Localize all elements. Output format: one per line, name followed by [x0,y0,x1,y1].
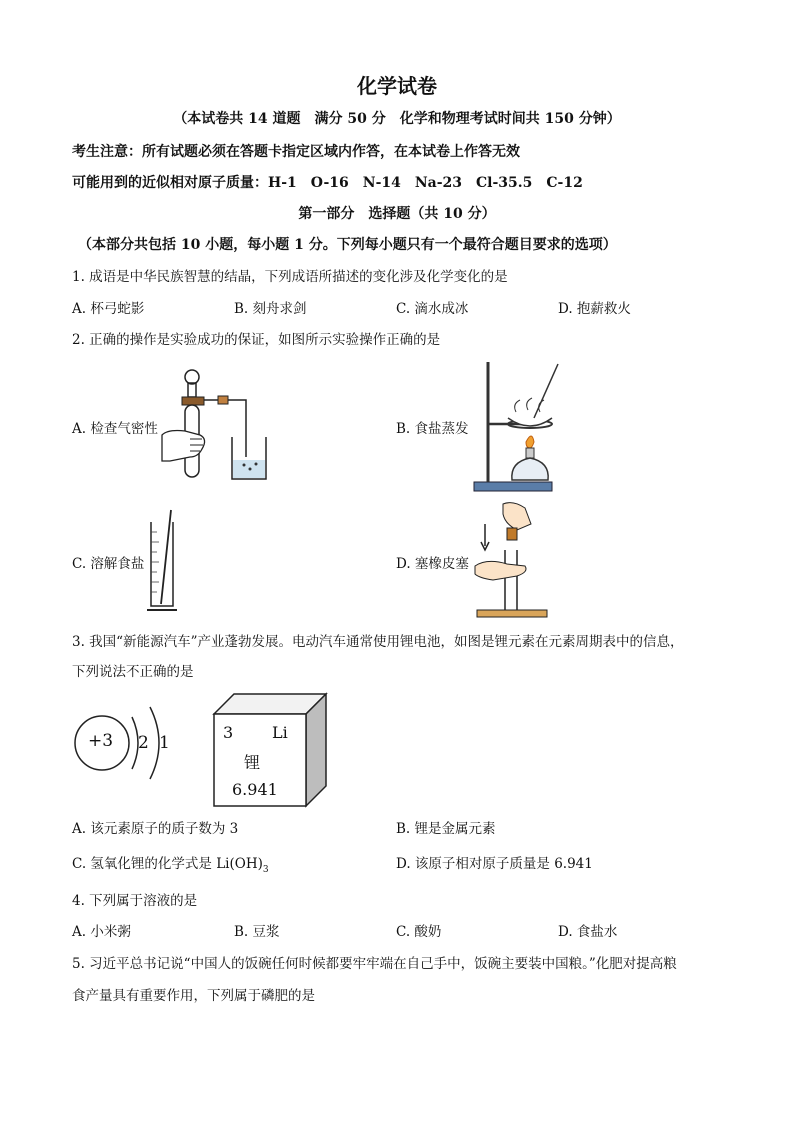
question-5-stem-line2: 食产量具有重要作用，下列属于磷肥的是 [72,988,315,1004]
q3-option-d: D. 该原子相对原子质量是 6.941 [396,856,593,872]
exam-notice: 考生注意：所有试题必须在答题卡指定区域内作答，在本试卷上作答无效 [72,144,520,160]
q2-option-d: D. 塞橡皮塞 [396,556,469,572]
atom-structure-diagram [70,695,180,790]
exam-title: 化学试卷 [357,74,437,98]
part-title: 第一部分 选择题（共 10 分） [298,206,496,222]
q4-option-d: D. 食盐水 [558,924,618,940]
q2-option-c: C. 溶解食盐 [72,556,145,572]
q3-option-c [72,852,269,875]
q2-option-b: B. 食盐蒸发 [396,421,469,437]
q2-option-a: A. 检查气密性 [72,421,158,437]
question-2-stem: 2. 正确的操作是实验成功的保证，如图所示实验操作正确的是 [72,332,441,348]
element-atomic-number: 3 [223,723,234,742]
rubber-stopper-figure [473,500,553,622]
element-symbol: Li [272,723,288,742]
atom-shell-2-electrons: 1 [159,733,170,753]
atom-nucleus-charge: +3 [88,731,114,751]
q1-option-c: C. 滴水成冰 [396,301,469,317]
element-cell [210,690,330,808]
evaporation-figure [470,358,560,493]
question-3-stem-line1: 3. 我国“新能源汽车”产业蓬勃发展。电动汽车通常使用锂电池，如图是锂元素在元素周期表中的信息， [72,634,684,650]
question-4-stem: 4. 下列属于溶液的是 [72,893,198,909]
question-3-stem-line2: 下列说法不正确的是 [72,664,194,680]
q3-option-b: B. 锂是金属元素 [396,821,496,837]
q1-option-b: B. 刻舟求剑 [234,301,307,317]
dissolving-figure [145,508,185,612]
q3-option-c-subscript: 3 [262,865,269,875]
atom-shell-1-electrons: 2 [138,733,149,753]
element-atomic-mass: 6.941 [232,780,278,799]
exam-subtitle: （本试卷共 14 道题 满分 50 分 化学和物理考试时间共 150 分钟） [173,111,621,127]
atomic-masses: 可能用到的近似相对原子质量：H-1 O-16 N-14 Na-23 Cl-35.5 C-12 [72,175,583,191]
airtightness-check-figure [160,365,285,485]
q1-option-d: D. 抱薪救火 [558,301,631,317]
q3-option-c-text: C. 氢氧化锂的化学式是 Li(OH) [72,856,263,872]
q4-option-a: A. 小米粥 [72,924,131,940]
question-1-stem: 1. 成语是中华民族智慧的结晶，下列成语所描述的变化涉及化学变化的是 [72,269,508,285]
question-5-stem-line1: 5. 习近平总书记说“中国人的饭碗任何时候都要牢牢端在自己手中，饭碗主要装中国粮。”化肥对提高粮 [72,956,677,972]
q1-option-a: A. 杯弓蛇影 [72,301,145,317]
element-name: 锂 [244,753,261,772]
q4-option-c: C. 酸奶 [396,924,442,940]
q4-option-b: B. 豆浆 [234,924,280,940]
part-description: （本部分共包括 10 小题，每小题 1 分。下列每小题只有一个最符合题目要求的选项） [78,237,617,253]
q3-option-a: A. 该元素原子的质子数为 3 [72,821,239,837]
